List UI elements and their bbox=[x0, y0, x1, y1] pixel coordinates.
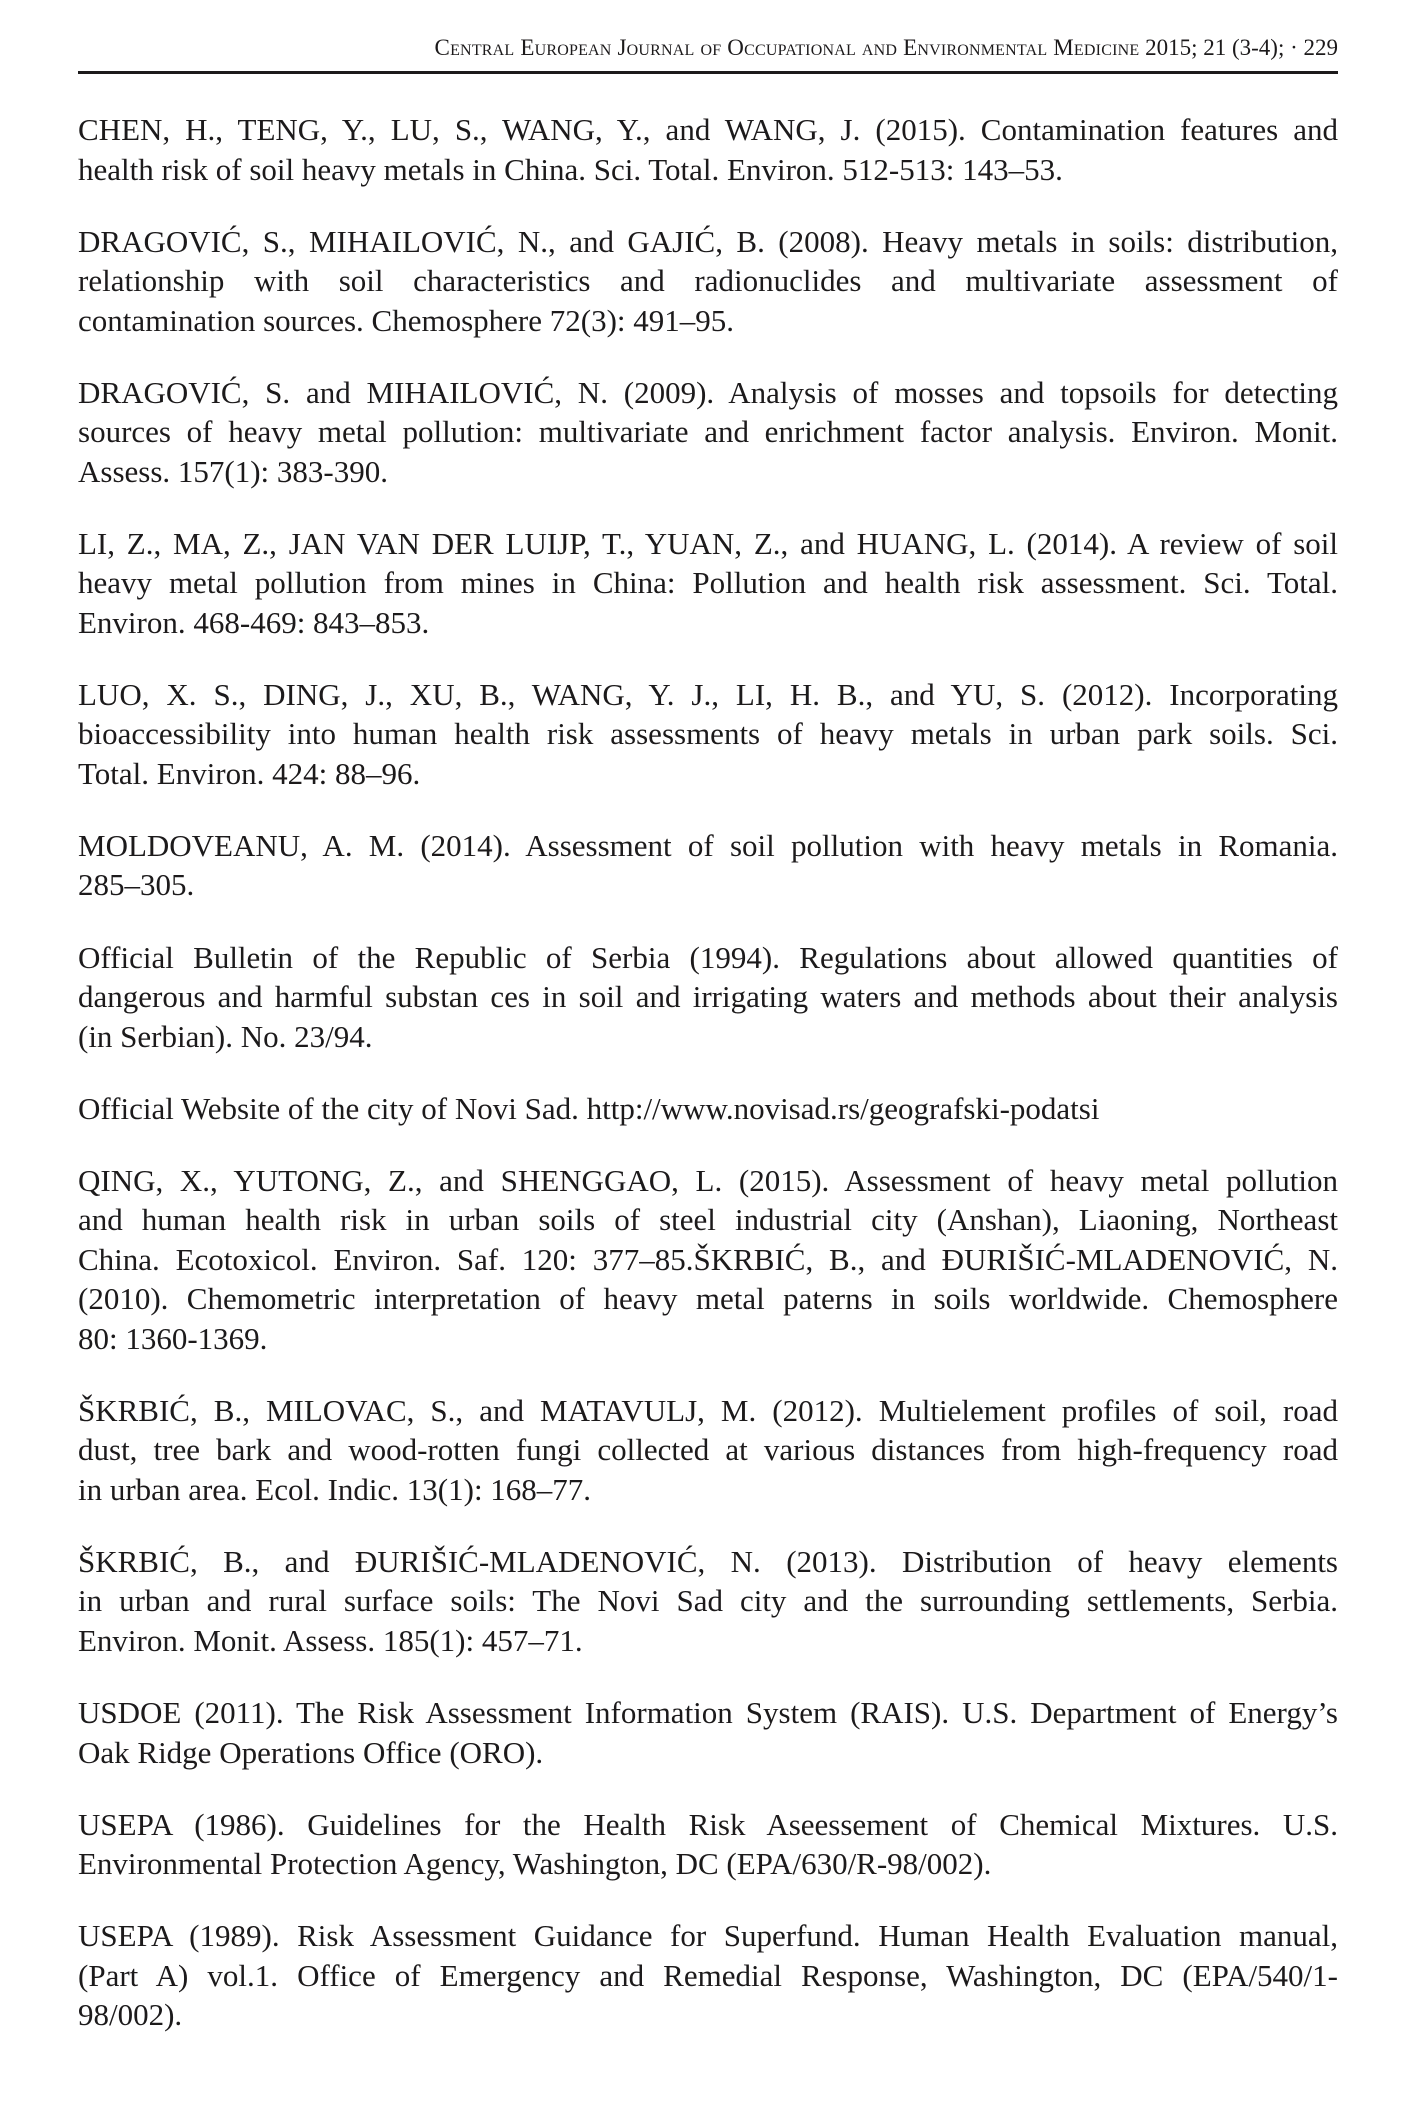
reference-line: DRAGOVIĆ, S., MIHAILOVIĆ, N., and GAJIĆ, B. (2008). Heavy metals in soils: distribution, bbox=[78, 223, 1338, 259]
reference-line: China. Ecotoxicol. Environ. Saf. 120: 377–85.ŠKRBIĆ, B., and ĐURIŠIĆ-MLADENOVIĆ, N. bbox=[78, 1241, 1338, 1277]
journal-title: Central European Journal of Occupational and Environmental Medicine bbox=[434, 35, 1140, 60]
reference-official-bulletin-1994 bbox=[78, 938, 1338, 1057]
reference-line: relationship with soil characteristics and radionuclides and multivariate assessment of bbox=[78, 263, 1338, 299]
running-header bbox=[78, 30, 1338, 66]
reference-line: LI, Z., MA, Z., JAN VAN DER LUIJP, T., YUAN, Z., and HUANG, L. (2014). A review of soil bbox=[78, 525, 1338, 561]
reference-chen-2015 bbox=[78, 110, 1338, 189]
reference-line: MOLDOVEANU, A. M. (2014). Assessment of soil pollution with heavy metals in Romania. bbox=[78, 827, 1338, 863]
reference-line: and human health risk in urban soils of steel industrial city (Anshan), Liaoning, Northeast bbox=[78, 1202, 1338, 1238]
reference-line: ŠKRBIĆ, B., and ĐURIŠIĆ-MLADENOVIĆ, N. (2013). Distribution of heavy elements bbox=[78, 1543, 1338, 1579]
reference-line: USEPA (1986). Guidelines for the Health Risk Aseessement of Chemical Mixtures. U.S. bbox=[78, 1806, 1338, 1842]
reference-line: sources of heavy metal pollution: multivariate and enrichment factor analysis. Environ. Monit. bbox=[78, 414, 1338, 450]
reference-line: Environ. Monit. Assess. 185(1): 457–71. bbox=[78, 1622, 583, 1658]
reference-line: (in Serbian). No. 23/94. bbox=[78, 1018, 373, 1054]
reference-line: USDOE (2011). The Risk Assessment Information System (RAIS). U.S. Department of Energy’s bbox=[78, 1695, 1338, 1731]
reference-line: in urban area. Ecol. Indic. 13(1): 168–77. bbox=[78, 1471, 592, 1507]
reference-list bbox=[78, 110, 1338, 2067]
reference-usdoe-2011 bbox=[78, 1693, 1338, 1772]
reference-usepa-1986 bbox=[78, 1805, 1338, 1884]
reference-line: contamination sources. Chemosphere 72(3): 491–95. bbox=[78, 302, 735, 338]
reference-line: Assess. 157(1): 383-390. bbox=[78, 453, 388, 489]
reference-official-website-novi-sad bbox=[78, 1089, 1338, 1129]
reference-line: (2010). Chemometric interpretation of heavy metal paterns in soils worldwide. Chemosphere bbox=[78, 1281, 1338, 1317]
reference-line: in urban and rural surface soils: The Novi Sad city and the surrounding settlements, Serbia. bbox=[78, 1583, 1338, 1619]
reference-moldoveanu-2014 bbox=[78, 826, 1338, 905]
reference-line: Official Bulletin of the Republic of Serbia (1994). Regulations about allowed quantities of bbox=[78, 939, 1338, 975]
reference-qing-2015 bbox=[78, 1161, 1338, 1359]
reference-line: ŠKRBIĆ, B., MILOVAC, S., and MATAVULJ, M. (2012). Multielement profiles of soil, road bbox=[78, 1392, 1338, 1428]
reference-li-2014 bbox=[78, 524, 1338, 643]
reference-line: Environmental Protection Agency, Washington, DC (EPA/630/R-98/002). bbox=[78, 1846, 992, 1882]
reference-line: Environ. 468-469: 843–853. bbox=[78, 604, 430, 640]
reference-skrbic-2012 bbox=[78, 1391, 1338, 1510]
header-rule bbox=[78, 71, 1338, 74]
reference-line: USEPA (1989). Risk Assessment Guidance for Superfund. Human Health Evaluation manual, bbox=[78, 1918, 1338, 1954]
reference-line: 98/002). bbox=[78, 1997, 183, 2033]
reference-line: Total. Environ. 424: 88–96. bbox=[78, 755, 421, 791]
reference-line: (Part A) vol.1. Office of Emergency and Remedial Response, Washington, DC (EPA/540/1- bbox=[78, 1957, 1338, 1993]
reference-line: 285–305. bbox=[78, 867, 195, 903]
reference-line: QING, X., YUTONG, Z., and SHENGGAO, L. (2015). Assessment of heavy metal pollution bbox=[78, 1162, 1338, 1198]
reference-line: dust, tree bark and wood-rotten fungi collected at various distances from high-frequency road bbox=[78, 1432, 1338, 1468]
reference-line: dangerous and harmful substan ces in soil and irrigating waters and methods about their analysis bbox=[78, 979, 1338, 1015]
reference-dragovic-2008 bbox=[78, 222, 1338, 341]
reference-line: 80: 1360-1369. bbox=[78, 1320, 268, 1356]
reference-line: Official Website of the city of Novi Sad. http://www.novisad.rs/geografski-podatsi bbox=[78, 1090, 1100, 1126]
reference-usepa-1989 bbox=[78, 1916, 1338, 2035]
reference-line: LUO, X. S., DING, J., XU, B., WANG, Y. J., LI, H. B., and YU, S. (2012). Incorporating bbox=[78, 676, 1338, 712]
journal-citation: 2015; 21 (3-4); · 229 bbox=[1145, 35, 1338, 60]
reference-dragovic-2009 bbox=[78, 373, 1338, 492]
reference-line: bioaccessibility into human health risk assessments of heavy metals in urban park soils. Sci. bbox=[78, 716, 1338, 752]
reference-line: health risk of soil heavy metals in China. Sci. Total. Environ. 512-513: 143–53. bbox=[78, 151, 1063, 187]
reference-line: Oak Ridge Operations Office (ORO). bbox=[78, 1734, 544, 1770]
reference-line: DRAGOVIĆ, S. and MIHAILOVIĆ, N. (2009). Analysis of mosses and topsoils for detecting bbox=[78, 374, 1338, 410]
reference-luo-2012 bbox=[78, 675, 1338, 794]
reference-line: CHEN, H., TENG, Y., LU, S., WANG, Y., and WANG, J. (2015). Contamination features and bbox=[78, 112, 1338, 147]
reference-skrbic-2013 bbox=[78, 1542, 1338, 1661]
reference-line: heavy metal pollution from mines in China: Pollution and health risk assessment. Sci. Total. bbox=[78, 565, 1338, 601]
